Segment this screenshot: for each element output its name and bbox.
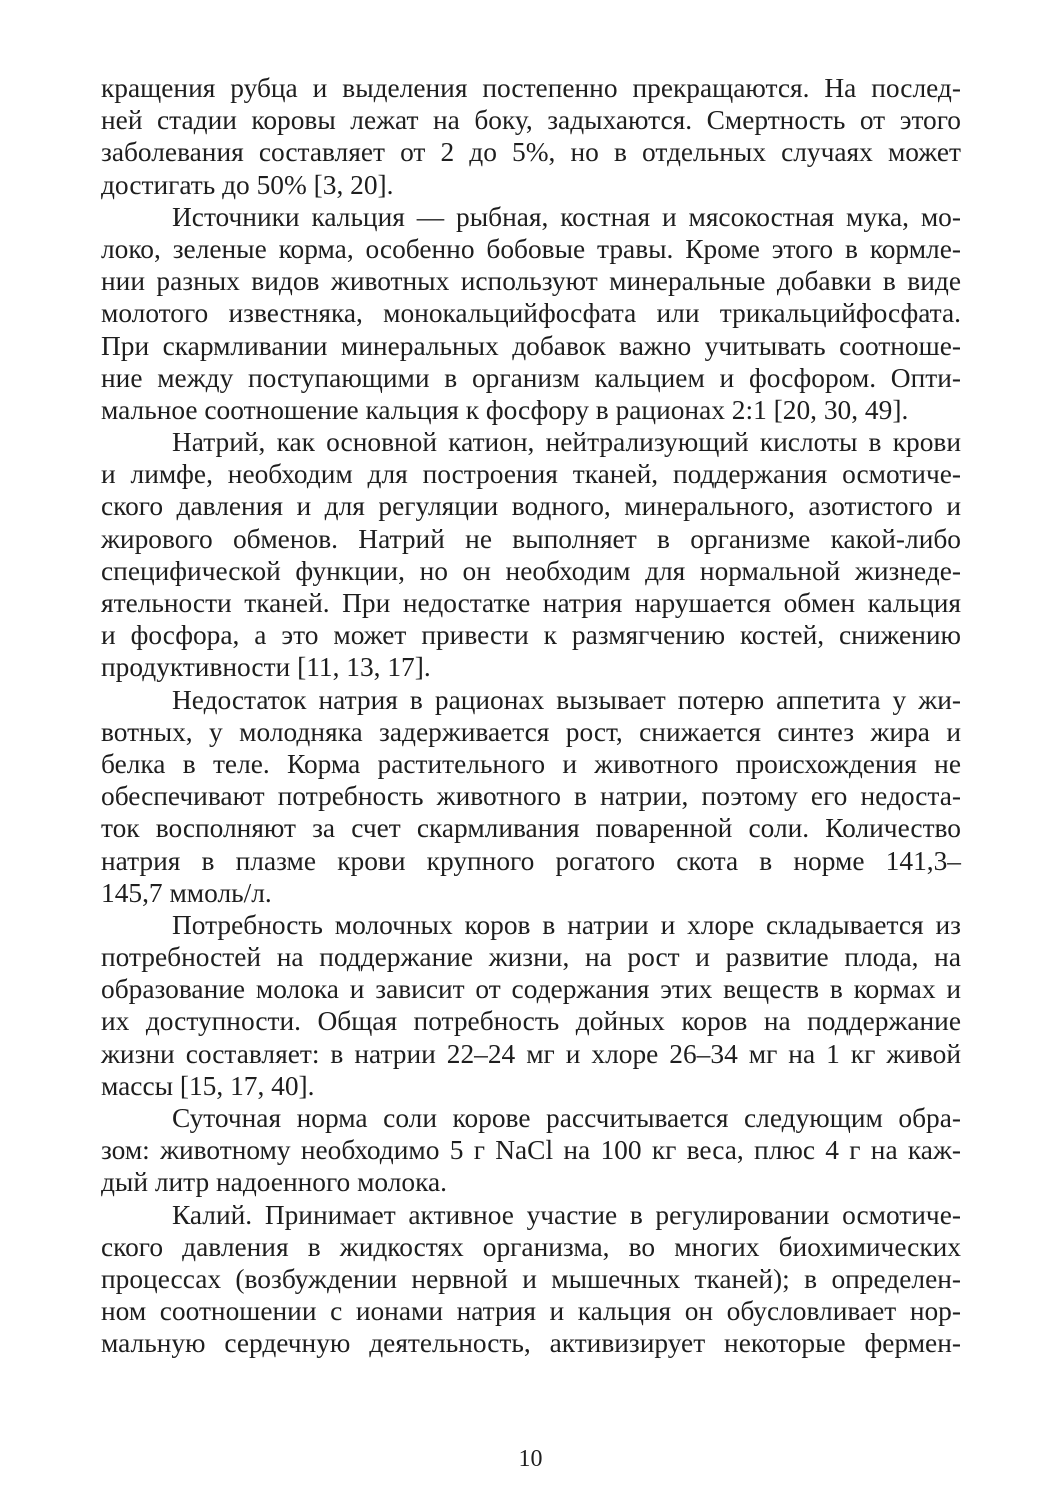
text-line: специфической функции, но он необходим для нормальной жизнеде- [101, 555, 961, 586]
text-line: обеспечивают потребность животного в натрии, поэтому его недоста- [101, 781, 961, 812]
text-line: ней стадии коровы лежат на боку, задыхаются. Смертность от этого [101, 105, 961, 136]
text-line: зом: животному необходимо 5 г NaCl на 100 кг веса, плюс 4 г на каж- [101, 1135, 961, 1166]
text-line: ном соотношении с ионами натрия и кальция он обусловливает нор- [101, 1296, 961, 1327]
paragraph [101, 909, 961, 1102]
text-line: и лимфе, необходим для построения тканей, поддержания осмотиче- [101, 459, 961, 490]
text-line: ятельности тканей. При недостатке натрия нарушается обмен кальция [101, 588, 961, 618]
text-line: процессах (возбуждении нервной и мышечных тканей); в определен- [101, 1263, 961, 1294]
text-line: молотого известняка, монокальцийфосфата или трикальцийфосфата. [101, 298, 961, 329]
text-line: Недостаток натрия в рационах вызывает потерю аппетита у жи- [172, 684, 961, 715]
text-line: дый литр надоенного молока. [101, 1167, 447, 1198]
text-line: 145,7 ммоль/л. [101, 877, 272, 908]
text-line: мальную сердечную деятельность, активизирует некоторые фермен- [101, 1328, 961, 1359]
text-line: образование молока и зависит от содержания этих веществ в кормах и [101, 974, 961, 1005]
paragraph [101, 72, 961, 201]
text-line: жирового обменов. Натрий не выполняет в организме какой-либо [101, 523, 961, 554]
text-line: локо, зеленые корма, особенно бобовые травы. Кроме этого в кормле- [101, 233, 961, 264]
text-line: их доступности. Общая потребность дойных коров на поддержание [101, 1006, 961, 1037]
text-line: натрия в плазме крови крупного рогатого скота в норме 141,3– [101, 845, 961, 876]
text-line: При скармливании минеральных добавок важно учитывать соотноше- [101, 330, 961, 361]
text-line: Источники кальция — рыбная, костная и мясокостная мука, мо- [172, 201, 961, 232]
paragraph [101, 426, 961, 684]
document-page [101, 72, 961, 1360]
text-line: заболевания составляет от 2 до 5%, но в отдельных случаях может [101, 137, 961, 168]
text-line: белка в теле. Корма растительного и животного происхождения не [101, 748, 961, 779]
text-line: потребностей на поддержание жизни, на рост и развитие плода, на [101, 942, 961, 973]
text-line: Потребность молочных коров в натрии и хлоре складывается из [172, 909, 961, 940]
text-line: кращения рубца и выделения постепенно прекращаются. На послед- [101, 73, 961, 103]
text-line: Калий. Принимает активное участие в регулировании осмотиче- [172, 1199, 961, 1230]
page-number: 10 [518, 1446, 543, 1472]
text-line: жизни составляет: в натрии 22–24 мг и хлоре 26–34 мг на 1 кг живой [101, 1038, 961, 1069]
paragraph [101, 1199, 961, 1360]
text-line: ток восполняют за счет скармливания поваренной соли. Количество [101, 813, 961, 844]
text-line: продуктивности [11, 13, 17]. [101, 652, 431, 683]
text-line: Натрий, как основной катион, нейтрализующий кислоты в крови [172, 427, 961, 458]
text-line: вотных, у молодняка задерживается рост, снижается синтез жира и [101, 716, 961, 747]
text-line: нии разных видов животных используют минеральные добавки в виде [101, 266, 961, 297]
paragraph [101, 1102, 961, 1199]
text-line: ского давления и для регуляции водного, минерального, азотистого и [101, 491, 961, 522]
text-line: и фосфора, а это может привести к размягчению костей, снижению [101, 620, 961, 651]
text-line: ского давления в жидкостях организма, во многих биохимических [101, 1231, 961, 1262]
text-line: мальное соотношение кальция к фосфору в рационах 2:1 [20, 30, 49]. [101, 394, 909, 425]
text-line: достигать до 50% [3, 20]. [101, 169, 394, 200]
paragraph [101, 201, 961, 426]
text-line: массы [15, 17, 40]. [101, 1070, 315, 1101]
text-line: Суточная норма соли корове рассчитывается следующим обра- [172, 1103, 961, 1133]
text-line: ние между поступающими в организм кальцием и фосфором. Опти- [101, 362, 961, 393]
paragraph [101, 684, 961, 909]
